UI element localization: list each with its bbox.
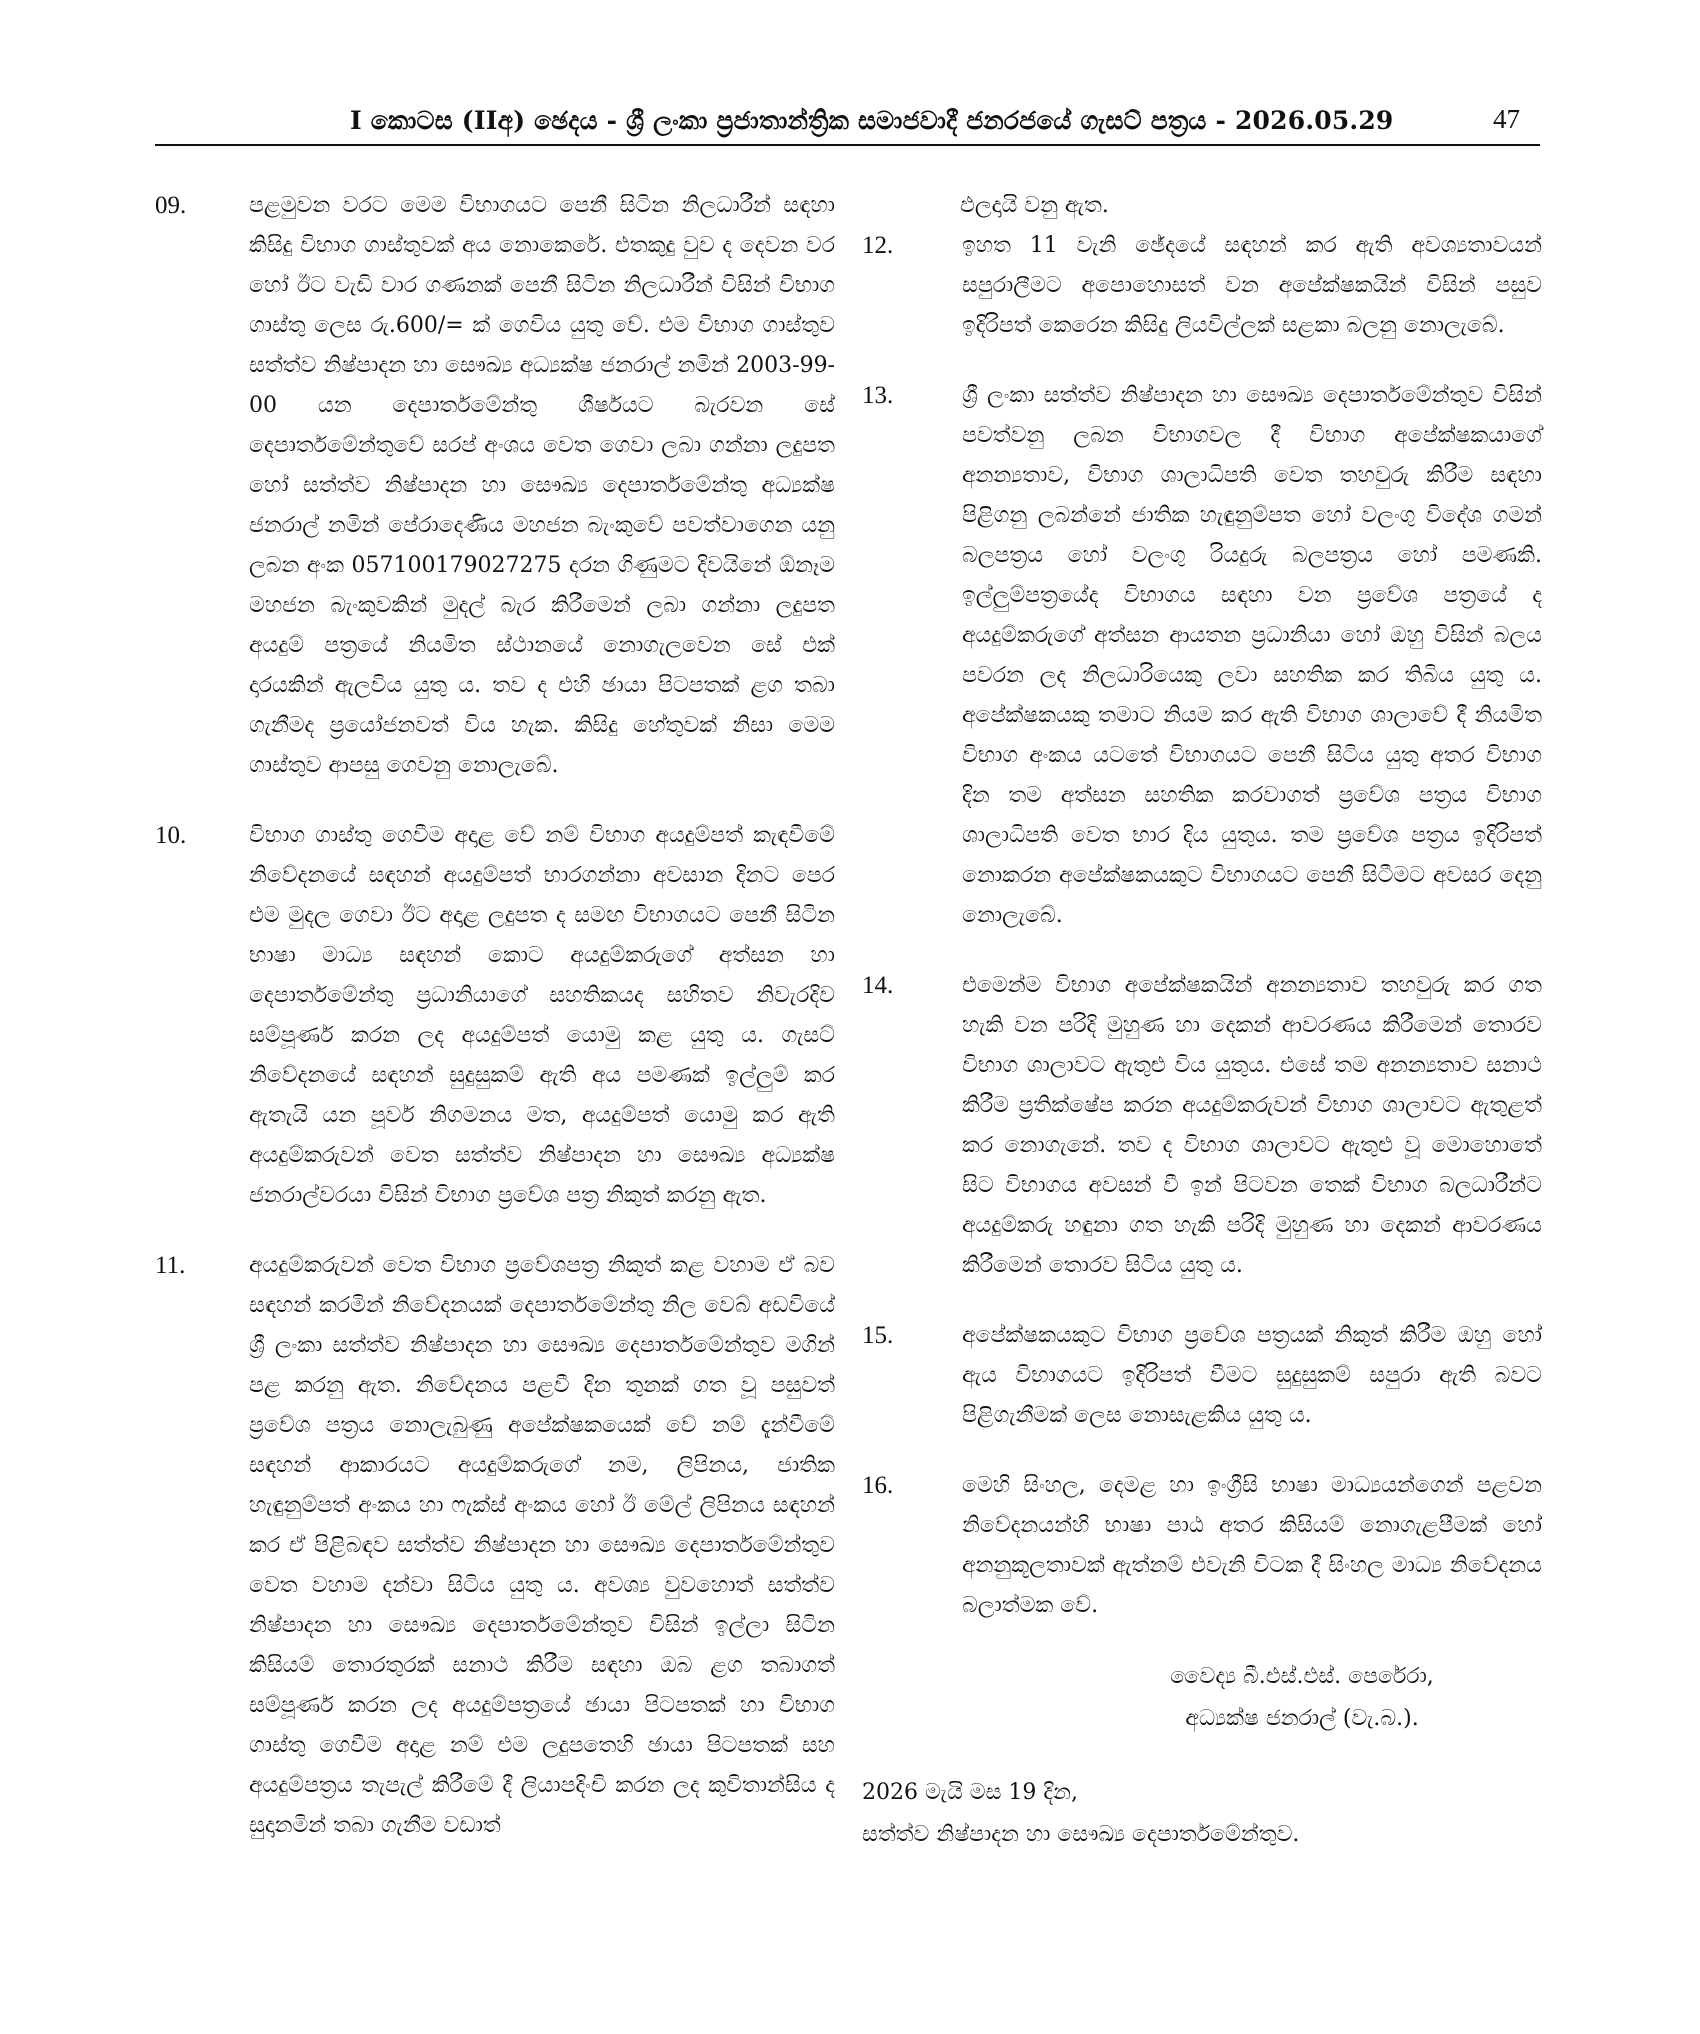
header-divider bbox=[155, 144, 1540, 146]
paragraph-09 bbox=[155, 186, 835, 786]
paragraph-15 bbox=[862, 1316, 1542, 1436]
header-title: I කොටස (IIඅ) ඡෙදය - ශ්‍රී ලංකා ප්‍රජාතාන්ත්‍රික සමාජවාදී ජනරජයේ ගැසට් පත්‍රය - 2026.05.29 bbox=[350, 106, 1394, 135]
paragraph-16 bbox=[862, 1466, 1542, 1626]
paragraph-10 bbox=[155, 816, 835, 1216]
paragraph-text: ඉහත 11 වැනි ඡේදයේ සඳහන් කර ඇති අවශ්‍යතාවයන් සපුරාලීමට අපොහොසත් වන අපේක්ෂකයින් විසින් පසුව ඉදිරිපත් කෙරෙන කිසිදු ලියවිල්ලක් සළකා බලනු නොලැබේ. bbox=[962, 233, 1542, 338]
paragraph-14 bbox=[862, 966, 1542, 1286]
paragraph-number: 12. bbox=[862, 232, 894, 259]
paragraph-text: අයදුම්කරුවන් වෙත විභාග ප්‍රවේශපත්‍ර නිකුත් කළ වහාම ඒ බව සඳහන් කරමින් නිවේදනයක් දෙපාර්තමේන්තු නිල වෙබ් අඩවියේ ශ්‍රී ලංකා සත්ත්ව නිෂ්පාදන හා සෞඛ්‍ය දෙපාර්තමේන්තුව මගින් පළ කරනු ඇත. නිවේදනය පළවී දින තුනක් ගත වූ පසුවත් ප්‍රවේශ පත්‍රය නොලැබුණු අපේක්ෂකයෙක් වේ නම් දැන්වීමේ සඳහන් ආකාරයට අයදුම්කරුගේ නම, ලිපිනය, ජාතික හැඳුනුම්පත් අංකය හා ෆැක්ස් අංකය හෝ ඊ මේල් ලිපිනය සඳහන් කර ඒ පිළිබඳව සත්ත්ව නිෂ්පාදන හා සෞඛ්‍ය දෙපාර්තමේන්තුව වෙත වහාම දන්වා සිටිය යුතු ය. අවශ්‍ය වුවහොත් සත්ත්ව නිෂ්පාදන හා සෞඛ්‍ය දෙපාර්තමේන්තුව විසින් ඉල්ලා සිටින කිසියම් තොරතුරක් සනාථ කිරීම සඳහා ඔබ ළග තබාගත් සම්පූර්ණ කරන ලද අයදුම්පත්‍රයේ ඡායා පිටපතක් හා විභාග ගාස්තු ගෙවීම අදාළ නම් එම ලදුපතෙහි ඡායා පිටපතක් සහ අයදුම්පත්‍රය තැපැල් කිරීමේ දී ලියාපදිංචි කරන ලද කුවිතාන්සිය ද සුදානමින් තබා ගැනීම වඩාත් bbox=[249, 1253, 835, 1838]
dateline bbox=[862, 1772, 1542, 1856]
paragraph-number: 10. bbox=[155, 822, 187, 849]
right-column bbox=[862, 186, 1542, 1856]
page-header bbox=[155, 96, 1540, 146]
signatory-name: වෛද්‍ය බී.එස්.එස්. පෙරේරා, bbox=[1170, 1664, 1434, 1689]
paragraph-number: 11. bbox=[155, 1252, 186, 1279]
paragraph-text: මෙහි සිංහල, දෙමළ හා ඉංග්‍රීසි භාෂා මාධ්‍යයන්ගෙන් පළවන නිවේදනයන්හි භාෂා පාඨ අතර කිසියම් නොගැළපීමක් හෝ අනනුකූලතාවක් ඇත්නම් එවැනි විටක දී සිංහල මාධ්‍ය නිවේදනය බලාත්මක වේ. bbox=[962, 1473, 1542, 1618]
paragraph-text: එමෙන්ම විභාග අපේක්ෂකයින් අනන්‍යතාව තහවුරු කර ගත හැකි වන පරිදි මුහුණ හා දෙකන් ආවරණය කිරීමෙන් තොරව විභාග ශාලාවට ඇතුළු විය යුතුය. එසේ තම අනන්‍යතාව සනාථ කිරීම ප්‍රතික්ෂේප කරන අයදුම්කරුවන් විභාග ශාලාවට ඇතුළත් කර නොගැනේ. තව ද විභාග ශාලාවට ඇතුළු වූ මොහොතේ සිට විභාගය අවසන් වී ඉන් පිටවන තෙක් විභාග බලධාරීන්ට අයදුම්කරු හඳුනා ගත හැකි පරිදි මුහුණ හා දෙකන් ආවරණය කිරීමෙන් තොරව සිටිය යුතු ය. bbox=[962, 973, 1542, 1278]
paragraph-text: ශ්‍රී ලංකා සත්ත්ව නිෂ්පාදන හා සෞඛ්‍ය දෙපාර්තමේන්තුව විසින් පවත්වනු ලබන විභාගවල දී විභාග අපේක්ෂකයාගේ අනන්‍යතාව, විභාග ශාලාධිපති වෙත තහවුරු කිරීම සඳහා පිළිගනු ලබන්නේ ජාතික හැඳුනුම්පත හෝ වලංගු විදේශ ගමන් බලපත්‍රය හෝ වලංගු රියදුරු බලපත්‍රය හෝ පමණකි. ඉල්ලුම්පත්‍රයේද විභාගය සඳහා වන ප්‍රවේශ පත්‍රයේ ද අයදුම්කරුගේ අත්සන ආයතන ප්‍රධානියා හෝ ඔහු විසින් බලය පවරන ලද නිලධාරියෙකු ලවා සහතික කර තිබිය යුතු ය. අපේක්ෂකයකු තමාට නියම කර ඇති විභාග ශාලාවේ දී නියමිත විභාග අංකය යටතේ විභාගයට පෙනී සිටිය යුතු අතර විභාග දින තම අත්සන සහතික කරවාගත් ප්‍රවේශ පත්‍රය විභාග ශාලාධිපති වෙත භාර දිය යුතුය. තම ප්‍රවේශ පත්‍රය ඉදිරිපත් නොකරන අපේක්ෂකයකුට විභාගයට පෙනී සිටීමට අවසර දෙනු නොලැබේ. bbox=[962, 383, 1542, 928]
issuing-department: සත්ත්ව නිෂ්පාදන හා සෞඛ්‍ය දෙපාර්තමේන්තුව. bbox=[862, 1822, 1300, 1847]
paragraph-number: 16. bbox=[862, 1472, 894, 1499]
paragraph-11-continuation: ඵලදායි වනු ඇත. bbox=[960, 193, 1109, 218]
paragraph-number: 15. bbox=[862, 1322, 894, 1349]
left-column bbox=[155, 186, 835, 1876]
signature-block bbox=[1062, 1656, 1542, 1740]
page-number: 47 bbox=[1493, 104, 1520, 134]
paragraph-13 bbox=[862, 376, 1542, 936]
paragraph-number: 09. bbox=[155, 192, 187, 219]
issue-date: 2026 මැයි මස 19 දින, bbox=[862, 1780, 1078, 1805]
paragraph-text: පළමුවන වරට මෙම විභාගයට පෙනී සිටින නිලධාරීන් සඳහා කිසිදු විභාග ගාස්තුවක් අය නොකෙරේ. එතකුදු වුව ද දෙවන වර හෝ ඊට වැඩි වාර ගණනක් පෙනී සිටින නිලධාරීන් විසින් විභාග ගාස්තු ලෙස රු.600/= ක් ගෙවිය යුතු වේ. එම විභාග ගාස්තුව සත්ත්ව නිෂ්පාදන හා සෞඛ්‍ය අධ්‍යක්ෂ ජනරාල් නමින් 2003-99-00 යන දෙපාර්තමේන්තු ශීර්ෂයට බැරවන සේ දෙපාර්තමේන්තුවේ සරප් අංශය වෙත ගෙවා ලබා ගන්නා ලදුපත හෝ සත්ත්ව නිෂ්පාදන හා සෞඛ්‍ය දෙපාර්තමේන්තු අධ්‍යක්ෂ ජනරාල් නමින් පේරාදෙණිය මහජන බැංකුවේ පවත්වාගෙන යනු ලබන අංක 057100179027275 දරන ගිණුමට දිවයිනේ ඕනෑම මහජන බැංකුවකින් මුදල් බැර කිරීමෙන් ලබා ගන්නා ලදුපත අයදුම් පත්‍රයේ නියමිත ස්ථානයේ නොගැලවෙන සේ එක් දාරයකින් ඇලවිය යුතු ය. තව ද එහි ඡායා පිටපතක් ළග තබා ගැනීමද ප්‍රයෝජනවත් විය හැක. කිසිදු හේතුවක් නිසා මෙම ගාස්තුව ආපසු ගෙවනු නොලැබේ. bbox=[249, 193, 835, 778]
paragraph-number: 14. bbox=[862, 972, 894, 999]
paragraph-12 bbox=[862, 226, 1542, 346]
paragraph-11 bbox=[155, 1246, 835, 1846]
paragraph-text: අපේක්ෂකයකුට විභාග ප්‍රවේශ පත්‍රයක් නිකුත් කිරීම ඔහු හෝ ඇය විභාගයට ඉදිරිපත් වීමට සුදුසුකම් සපුරා ඇති බවට පිළිගැනීමක් ලෙස නොසැළකිය යුතු ය. bbox=[962, 1323, 1542, 1428]
paragraph-number: 13. bbox=[862, 382, 894, 409]
paragraph-text: විභාග ගාස්තු ගෙවීම අදාළ වේ නම් විභාග අයදුම්පත් කැඳවීමේ නිවේදනයේ සඳහන් අයදුම්පත් භාරගන්නා අවසාන දිනට පෙර එම මුදල ගෙවා ඊට අදාළ ලදුපත ද සමඟ විභාගයට පෙනී සිටින භාෂා මාධ්‍ය සඳහන් කොට අයදුම්කරුගේ අත්සන හා දෙපාර්තමේන්තු ප්‍රධානියාගේ සහතිකයද සහිතව නිවැරදිව සම්පූර්ණ කරන ලද අයදුම්පත් යොමු කළ යුතු ය. ගැසට් නිවේදනයේ සඳහන් සුදුසුකම් ඇති අය පමණක් ඉල්ලුම් කර ඇතැයි යන පූර්ව නිගමනය මත, අයදුම්පත් යොමු කර ඇති අයදුම්කරුවන් වෙත සත්ත්ව නිෂ්පාදන හා සෞඛ්‍ය අධ්‍යක්ෂ ජනරාල්වරයා විසින් විභාග ප්‍රවේශ පත්‍ර නිකුත් කරනු ඇත. bbox=[249, 823, 835, 1208]
signatory-title: අධ්‍යක්ෂ ජනරාල් (වැ.බ.). bbox=[1185, 1706, 1419, 1731]
